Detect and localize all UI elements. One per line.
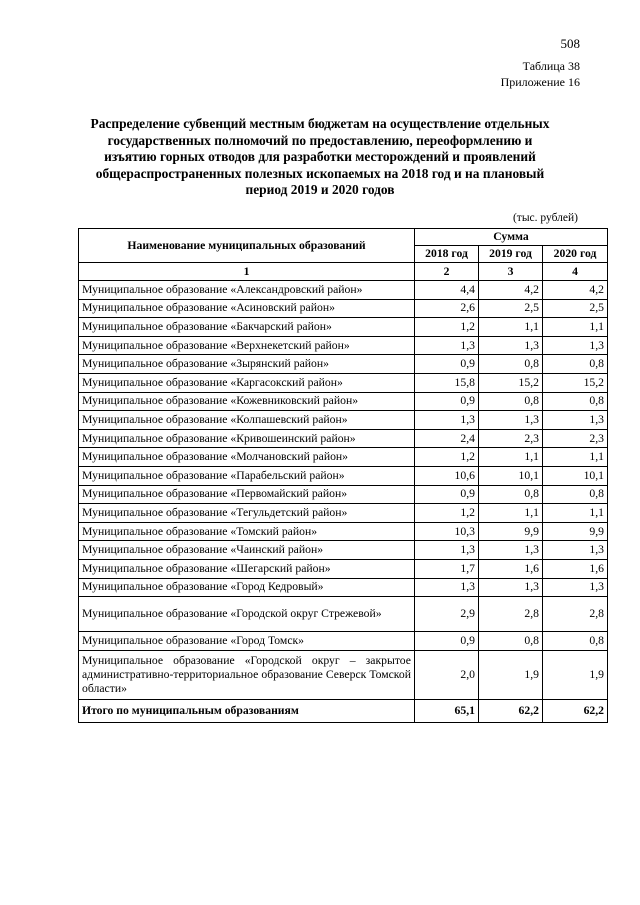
page-number: 508 [560, 36, 580, 51]
amount-2020: 2,3 [543, 429, 608, 448]
amount-2019: 0,8 [479, 485, 543, 504]
amount-2019: 0,8 [479, 632, 543, 651]
column-index: 4 [543, 263, 608, 281]
amount-2018: 1,3 [415, 411, 479, 430]
amount-2019: 10,1 [479, 466, 543, 485]
title-line: общераспространенных полезных ископаемых на 2018 год и на плановый [95, 165, 545, 181]
appendix-label: Приложение 16 [500, 75, 580, 89]
amount-2020: 0,8 [543, 355, 608, 374]
amount-2019: 15,2 [479, 373, 543, 392]
amount-2018: 2,6 [415, 299, 479, 318]
table-row [79, 429, 608, 448]
header-sum: Сумма [415, 229, 608, 246]
amount-2019: 0,8 [479, 392, 543, 411]
municipality-name: Муниципальное образование «Верхнекетский район» [79, 336, 415, 355]
appendix-labels [501, 58, 580, 90]
amount-2020: 62,2 [543, 699, 608, 722]
amount-2020: 0,8 [543, 632, 608, 651]
column-index-row [79, 263, 608, 281]
table-row [79, 411, 608, 430]
table-row [79, 650, 608, 699]
municipality-name: Муниципальное образование «Бакчарский район» [79, 318, 415, 337]
amount-2018: 4,4 [415, 281, 479, 300]
amount-2020: 1,1 [543, 504, 608, 523]
amount-2020: 15,2 [543, 373, 608, 392]
amount-2018: 1,3 [415, 541, 479, 560]
amount-2018: 0,9 [415, 485, 479, 504]
amount-2018: 1,2 [415, 318, 479, 337]
amount-2020: 0,8 [543, 485, 608, 504]
column-index: 3 [479, 263, 543, 281]
header-year-2018: 2018 год [415, 246, 479, 263]
amount-2019: 1,3 [479, 336, 543, 355]
table-row [79, 373, 608, 392]
amount-2019: 2,8 [479, 597, 543, 632]
table-row [79, 281, 608, 300]
municipality-name: Муниципальное образование «Шегарский район» [79, 559, 415, 578]
document-title [70, 116, 570, 199]
table-row [79, 632, 608, 651]
table-row [79, 559, 608, 578]
amount-2020: 0,8 [543, 392, 608, 411]
amount-2020: 1,1 [543, 318, 608, 337]
amount-2019: 2,5 [479, 299, 543, 318]
amount-2018: 0,9 [415, 632, 479, 651]
table-row [79, 448, 608, 467]
municipality-name: Итого по муниципальным образованиям [79, 699, 415, 722]
amount-2020: 1,9 [543, 650, 608, 699]
title-line: Распределение субвенций местным бюджетам на осуществление отдельных [90, 116, 550, 131]
municipality-name: Муниципальное образование «Первомайский район» [79, 485, 415, 504]
municipality-name: Муниципальное образование «Томский район» [79, 522, 415, 541]
amount-2018: 0,9 [415, 355, 479, 374]
amount-2018: 1,2 [415, 504, 479, 523]
amount-2018: 10,3 [415, 522, 479, 541]
header-year-2019: 2019 год [479, 246, 543, 263]
title-line: период 2019 и 2020 годов [245, 182, 395, 197]
municipality-name: Муниципальное образование «Асиновский район» [79, 299, 415, 318]
amount-2018: 65,1 [415, 699, 479, 722]
title-line: государственных полномочий по предоставлению, переоформлению и [107, 132, 533, 148]
municipality-name: Муниципальное образование «Колпашевский район» [79, 411, 415, 430]
table-label: Таблица 38 [522, 59, 580, 73]
amount-2020: 1,3 [543, 541, 608, 560]
amount-2019: 1,3 [479, 411, 543, 430]
municipality-name: Муниципальное образование «Кожевниковский район» [79, 392, 415, 411]
amount-2020: 1,6 [543, 559, 608, 578]
amount-2018: 1,2 [415, 448, 479, 467]
municipality-name: Муниципальное образование «Зырянский район» [79, 355, 415, 374]
amount-2018: 1,3 [415, 336, 479, 355]
total-row [79, 699, 608, 722]
amount-2018: 10,6 [415, 466, 479, 485]
table-row [79, 318, 608, 337]
table-row [79, 466, 608, 485]
municipality-name: Муниципальное образование «Кривошеинский район» [79, 429, 415, 448]
municipality-name: Муниципальное образование «Молчановский район» [79, 448, 415, 467]
table-row [79, 392, 608, 411]
amount-2018: 1,7 [415, 559, 479, 578]
amount-2019: 4,2 [479, 281, 543, 300]
amount-2019: 1,1 [479, 318, 543, 337]
amount-2019: 1,6 [479, 559, 543, 578]
table-row [79, 597, 608, 632]
amount-2019: 1,9 [479, 650, 543, 699]
amount-2020: 9,9 [543, 522, 608, 541]
amount-2019: 1,1 [479, 448, 543, 467]
amount-2020: 10,1 [543, 466, 608, 485]
amount-2018: 2,9 [415, 597, 479, 632]
table-row [79, 504, 608, 523]
table-row [79, 522, 608, 541]
amount-2019: 1,3 [479, 541, 543, 560]
title-line: изъятию горных отводов для разработки месторождений и проявлений [104, 149, 536, 164]
amount-2018: 15,8 [415, 373, 479, 392]
amount-2019: 9,9 [479, 522, 543, 541]
municipality-name: Муниципальное образование «Парабельский район» [79, 466, 415, 485]
amount-2020: 1,1 [543, 448, 608, 467]
table-row [79, 355, 608, 374]
amount-2020: 1,3 [543, 578, 608, 597]
municipality-name: Муниципальное образование «Городской округ – закрытое административно-территориальное образование Северск Томской области» [79, 650, 415, 699]
municipality-name: Муниципальное образование «Город Томск» [79, 632, 415, 651]
column-index: 2 [415, 263, 479, 281]
amount-2019: 62,2 [479, 699, 543, 722]
subvention-table [78, 228, 608, 723]
amount-2020: 2,5 [543, 299, 608, 318]
amount-2018: 0,9 [415, 392, 479, 411]
amount-2018: 2,4 [415, 429, 479, 448]
municipality-name: Муниципальное образование «Городской округ Стрежевой» [79, 597, 415, 632]
table-row [79, 578, 608, 597]
amount-2020: 2,8 [543, 597, 608, 632]
municipality-name: Муниципальное образование «Тегульдетский район» [79, 504, 415, 523]
municipality-name: Муниципальное образование «Город Кедровый» [79, 578, 415, 597]
units-label: (тыс. рублей) [512, 212, 578, 224]
header-name: Наименование муниципальных образований [79, 229, 415, 263]
amount-2018: 1,3 [415, 578, 479, 597]
municipality-name: Муниципальное образование «Александровский район» [79, 281, 415, 300]
amount-2018: 2,0 [415, 650, 479, 699]
municipality-name: Муниципальное образование «Каргасокский район» [79, 373, 415, 392]
amount-2020: 1,3 [543, 411, 608, 430]
amount-2020: 1,3 [543, 336, 608, 355]
table-row [79, 485, 608, 504]
amount-2019: 0,8 [479, 355, 543, 374]
amount-2019: 1,1 [479, 504, 543, 523]
amount-2020: 4,2 [543, 281, 608, 300]
column-index: 1 [79, 263, 415, 281]
header-year-2020: 2020 год [543, 246, 608, 263]
amount-2019: 1,3 [479, 578, 543, 597]
municipality-name: Муниципальное образование «Чаинский район» [79, 541, 415, 560]
table-row [79, 299, 608, 318]
amount-2019: 2,3 [479, 429, 543, 448]
table-row [79, 336, 608, 355]
table-row [79, 541, 608, 560]
